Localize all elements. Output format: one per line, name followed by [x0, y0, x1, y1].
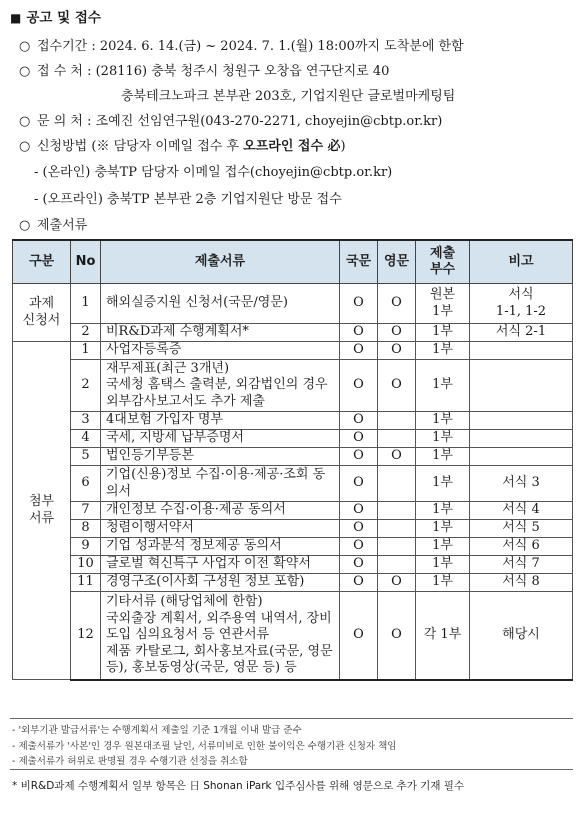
section-heading: [10, 6, 101, 26]
row-number: 11: [71, 574, 101, 592]
row-english: [378, 556, 416, 574]
circle-bullet-icon: ○: [19, 114, 31, 129]
row-document: 기업 성과분석 정보제공 동의서: [101, 538, 340, 556]
row-number: 8: [71, 520, 101, 538]
row-document: 재무제표(최근 3개년) 국세청 홈택스 출력분, 외감법인의 경우 외부감사보고서도 추가 제출: [101, 360, 340, 412]
row-document: 사업자등록증: [101, 342, 340, 360]
row-remark: 서식 7: [470, 556, 573, 574]
row-document: 청렴이행서약서: [101, 520, 340, 538]
row-document: 경영구조(이사회 구성원 정보 포함): [101, 574, 340, 592]
table-row: [13, 412, 573, 430]
row-korean: O: [340, 538, 378, 556]
row-korean: O: [340, 520, 378, 538]
row-number: 2: [71, 324, 101, 342]
circle-bullet-icon: ○: [19, 139, 31, 154]
contact-line: ○ 문 의 처 : 조예진 선임연구원(043-270-2271, choyejin@cbtp.or.kr): [19, 114, 443, 129]
row-number: 6: [71, 466, 101, 502]
submission-table: [12, 239, 573, 681]
row-document: 기업(신용)정보 수집·이용·제공·조회 동의서: [101, 466, 340, 502]
row-english: [378, 520, 416, 538]
row-number: 4: [71, 430, 101, 448]
row-remark: 해당시: [470, 592, 573, 680]
row-korean: O: [340, 430, 378, 448]
row-remark: 서식 3: [470, 466, 573, 502]
row-copies: 1부: [416, 520, 470, 538]
row-copies: 1부: [416, 538, 470, 556]
row-document: 기타서류 (해당업체에 한함) 국외출장 계획서, 외주용역 내역서, 장비도입 심의요청서 등 연관서류 제품 카탈로그, 회사홍보자료(국문, 영문 등), 홍보동영상(국문, 영문 등) 등: [101, 592, 340, 680]
table-row: [13, 556, 573, 574]
table-row: [13, 342, 573, 360]
row-english: O: [378, 360, 416, 412]
square-bullet-icon: ■: [10, 11, 22, 25]
row-english: [378, 502, 416, 520]
row-korean: O: [340, 466, 378, 502]
row-english: O: [378, 448, 416, 466]
footnote: * 비R&D과제 수행계획서 일부 항목은 日 Shonan iPark 입주심사를 위해 영문으로 추가 기재 필수: [12, 780, 465, 792]
row-english: O: [378, 324, 416, 342]
period-line: ○ 접수기간 : 2024. 6. 14.(금) ~ 2024. 7. 1.(월) 18:00까지 도착분에 한함: [19, 39, 464, 54]
table-row: [13, 466, 573, 502]
header-remark: 비고: [470, 240, 573, 284]
table-row: [13, 448, 573, 466]
row-english: O: [378, 342, 416, 360]
table-row: [13, 324, 573, 342]
method-line: ○ 신청방법 (※ 담당자 이메일 접수 후 오프라인 접수 必): [19, 139, 346, 154]
row-copies: 1부: [416, 574, 470, 592]
table-row: [13, 574, 573, 592]
row-korean: O: [340, 324, 378, 342]
row-number: 12: [71, 592, 101, 680]
period-value: 2024. 6. 14.(금) ~ 2024. 7. 1.(월) 18:00까지 도착분에 한함: [99, 39, 464, 54]
row-remark: 서식 5: [470, 520, 573, 538]
row-korean: O: [340, 284, 378, 324]
header-category: 구분: [13, 240, 71, 284]
row-korean: O: [340, 592, 378, 680]
row-number: 1: [71, 342, 101, 360]
row-remark: [470, 412, 573, 430]
row-number: 7: [71, 502, 101, 520]
row-copies: 1부: [416, 448, 470, 466]
row-korean: O: [340, 412, 378, 430]
place-value: (28116) 충북 청주시 청원구 오창읍 연구단지로 40: [95, 64, 390, 79]
row-korean: O: [340, 342, 378, 360]
place-label: 접 수 처: [37, 64, 83, 79]
note-line-2: - 제출서류가 '사본'인 경우 원본대조필 날인, 서류미비로 인한 불이익은 수행기관 신청자 책임: [12, 741, 397, 752]
row-remark: [470, 448, 573, 466]
table-row: [13, 284, 573, 324]
row-document: 비R&D과제 수행계획서*: [101, 324, 340, 342]
row-english: [378, 538, 416, 556]
row-korean: O: [340, 360, 378, 412]
row-number: 10: [71, 556, 101, 574]
online-method: - (온라인) 충북TP 담당자 이메일 접수(choyejin@cbtp.or.kr): [34, 165, 393, 180]
row-english: [378, 430, 416, 448]
circle-bullet-icon: ○: [19, 64, 31, 79]
table-row: [13, 430, 573, 448]
row-copies: 1부: [416, 412, 470, 430]
place-value-line2: 충북테크노파크 본부관 203호, 기업지원단 글로벌마케팅팀: [121, 89, 456, 104]
docs-heading-line: [19, 214, 87, 233]
row-korean: O: [340, 448, 378, 466]
row-copies: 1부: [416, 324, 470, 342]
row-number: 1: [71, 284, 101, 324]
row-document: 4대보험 가입자 명부: [101, 412, 340, 430]
row-document: 글로벌 혁신특구 사업자 이전 확약서: [101, 556, 340, 574]
row-remark: 서식 8: [470, 574, 573, 592]
row-copies: 원본 1부: [416, 284, 470, 324]
group-application: 과제 신청서: [13, 284, 71, 342]
row-document: 해외실증지원 신청서(국문/영문): [101, 284, 340, 324]
row-number: 2: [71, 360, 101, 412]
docs-heading: 제출서류: [37, 218, 88, 233]
table-row: [13, 592, 573, 680]
row-english: [378, 412, 416, 430]
row-number: 3: [71, 412, 101, 430]
row-korean: O: [340, 556, 378, 574]
contact-value: 조예진 선임연구원(043-270-2271, choyejin@cbtp.or.kr): [95, 114, 443, 129]
table-row: [13, 360, 573, 412]
row-remark: 서식 1-1, 1-2: [470, 284, 573, 324]
row-english: [378, 466, 416, 502]
row-english: O: [378, 284, 416, 324]
header-copies: 제출 부수: [416, 240, 470, 284]
row-copies: 1부: [416, 466, 470, 502]
header-no: No: [71, 240, 101, 284]
row-remark: 서식 4: [470, 502, 573, 520]
row-korean: O: [340, 574, 378, 592]
table-row: [13, 538, 573, 556]
group-attachments: 첨부 서류: [13, 342, 71, 680]
row-english: O: [378, 574, 416, 592]
header-kor: 국문: [340, 240, 378, 284]
row-number: 5: [71, 448, 101, 466]
place-line: ○ 접 수 처 : (28116) 충북 청주시 청원구 오창읍 연구단지로 40: [19, 64, 390, 79]
row-copies: 1부: [416, 360, 470, 412]
header-eng: 영문: [378, 240, 416, 284]
notes-bottom-divider: [10, 769, 573, 770]
notes-divider: [10, 718, 573, 719]
row-copies: 1부: [416, 502, 470, 520]
row-remark: [470, 430, 573, 448]
row-remark: [470, 360, 573, 412]
row-number: 9: [71, 538, 101, 556]
circle-bullet-icon: ○: [19, 39, 31, 54]
row-copies: 각 1부: [416, 592, 470, 680]
table-header-row: [13, 240, 573, 284]
method-label: 신청방법: [37, 139, 88, 154]
row-copies: 1부: [416, 342, 470, 360]
header-doc: 제출서류: [101, 240, 340, 284]
note-line-3: - 제출서류가 허위로 판명될 경우 수행기관 선정을 취소함: [12, 756, 248, 767]
row-korean: O: [340, 502, 378, 520]
period-label: 접수기간: [37, 39, 88, 54]
row-document: 개인정보 수집·이용·제공 동의서: [101, 502, 340, 520]
row-document: 법인등기부등본: [101, 448, 340, 466]
row-remark: 서식 6: [470, 538, 573, 556]
row-document: 국세, 지방세 납부증명서: [101, 430, 340, 448]
table-row: [13, 502, 573, 520]
circle-bullet-icon: ○: [19, 218, 31, 233]
offline-required-note: 오프라인 접수 必: [243, 139, 341, 154]
note-line-1: - '외부기관 발급서류'는 수행계획서 제출일 기준 1개월 이내 발급 준수: [12, 725, 302, 736]
row-remark: 서식 2-1: [470, 324, 573, 342]
row-copies: 1부: [416, 430, 470, 448]
table-row: [13, 520, 573, 538]
section-title: 공고 및 접수: [26, 10, 101, 26]
row-remark: [470, 342, 573, 360]
row-copies: 1부: [416, 556, 470, 574]
offline-method: - (오프라인) 충북TP 본부관 2층 기업지원단 방문 접수: [34, 192, 342, 207]
contact-label: 문 의 처: [37, 114, 83, 129]
row-english: O: [378, 592, 416, 680]
